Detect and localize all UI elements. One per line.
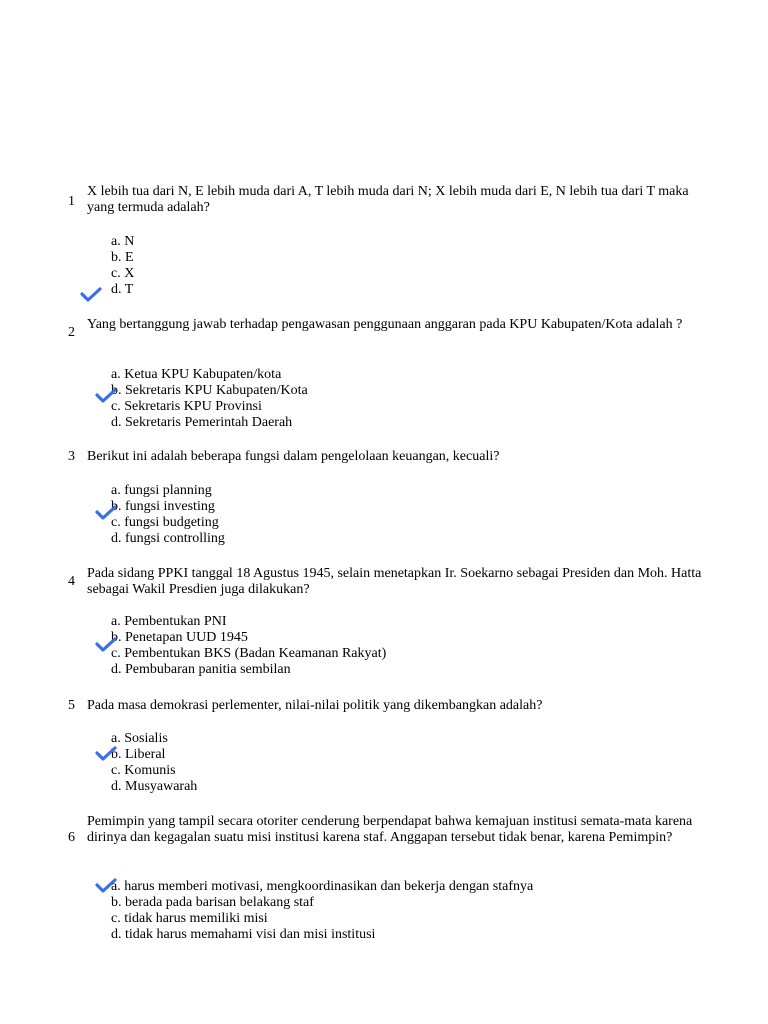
question-number: 1 bbox=[68, 194, 75, 209]
option-a[interactable]: a. Sosialis bbox=[111, 731, 168, 746]
question-number: 6 bbox=[68, 830, 75, 845]
option-c[interactable]: c. Komunis bbox=[111, 763, 176, 778]
option-list bbox=[111, 367, 711, 431]
option-list bbox=[111, 483, 711, 547]
option-c[interactable]: c. fungsi budgeting bbox=[111, 515, 219, 530]
option-b[interactable]: b. fungsi investing bbox=[111, 499, 215, 514]
option-d[interactable]: d. Sekretaris Pemerintah Daerah bbox=[111, 415, 293, 430]
question-text: X lebih tua dari N, E lebih muda dari A, T lebih muda dari N; X lebih muda dari E, N lebih tua dari T maka yang termuda adalah? bbox=[87, 184, 689, 215]
option-c[interactable]: c. Pembentukan BKS (Badan Keamanan Rakyat) bbox=[111, 646, 387, 661]
option-b[interactable]: b. berada pada barisan belakang staf bbox=[111, 895, 314, 910]
question-number: 2 bbox=[68, 325, 75, 340]
checkmark-icon bbox=[95, 388, 117, 404]
checkmark-icon bbox=[95, 505, 117, 521]
option-a[interactable]: a. N bbox=[111, 234, 135, 249]
checkmark-icon bbox=[80, 287, 102, 303]
option-list bbox=[111, 731, 711, 795]
option-d[interactable]: d. T bbox=[111, 282, 134, 297]
option-c[interactable]: c. Sekretaris KPU Provinsi bbox=[111, 399, 262, 414]
question-text: Berikut ini adalah beberapa fungsi dalam pengelolaan keuangan, kecuali? bbox=[87, 449, 500, 464]
checkmark-icon bbox=[95, 878, 117, 894]
option-b[interactable]: b. Liberal bbox=[111, 747, 166, 762]
option-c[interactable]: c. X bbox=[111, 266, 135, 281]
option-b[interactable]: b. E bbox=[111, 250, 134, 265]
option-b[interactable]: b. Sekretaris KPU Kabupaten/Kota bbox=[111, 383, 308, 398]
checkmark-icon bbox=[95, 746, 117, 762]
question-number: 4 bbox=[68, 574, 75, 589]
checkmark-icon bbox=[95, 637, 117, 653]
question-text: Pada masa demokrasi perlementer, nilai-nilai politik yang dikembangkan adalah? bbox=[87, 698, 543, 713]
option-d[interactable]: d. fungsi controlling bbox=[111, 531, 225, 546]
option-d[interactable]: d. tidak harus memahami visi dan misi institusi bbox=[111, 927, 376, 942]
option-a[interactable]: a. harus memberi motivasi, mengkoordinasikan dan bekerja dengan stafnya bbox=[111, 879, 534, 894]
question-text: Pada sidang PPKI tanggal 18 Agustus 1945, selain menetapkan Ir. Soekarno sebagai Presiden dan Moh. Hatta sebagai Wakil Presdien juga dilakukan? bbox=[87, 566, 702, 597]
option-list bbox=[111, 234, 711, 298]
option-c[interactable]: c. tidak harus memiliki misi bbox=[111, 911, 268, 926]
option-a[interactable]: a. fungsi planning bbox=[111, 483, 212, 498]
option-b[interactable]: b. Penetapan UUD 1945 bbox=[111, 630, 248, 645]
option-list bbox=[111, 879, 711, 943]
question-number: 3 bbox=[68, 449, 75, 464]
option-d[interactable]: d. Musyawarah bbox=[111, 779, 198, 794]
question-number: 5 bbox=[68, 698, 75, 713]
option-list bbox=[111, 614, 711, 678]
question-text: Yang bertanggung jawab terhadap pengawasan penggunaan anggaran pada KPU Kabupaten/Kota adalah ? bbox=[87, 317, 683, 332]
option-d[interactable]: d. Pembubaran panitia sembilan bbox=[111, 662, 291, 677]
question-text: Pemimpin yang tampil secara otoriter cenderung berpendapat bahwa kemajuan institusi semata-mata karena dirinya dan kegagalan suatu misi institusi karena staf. Anggapan tersebut tidak benar, karena Pemimpin? bbox=[87, 814, 693, 845]
option-a[interactable]: a. Pembentukan PNI bbox=[111, 614, 227, 629]
option-a[interactable]: a. Ketua KPU Kabupaten/kota bbox=[111, 367, 282, 382]
